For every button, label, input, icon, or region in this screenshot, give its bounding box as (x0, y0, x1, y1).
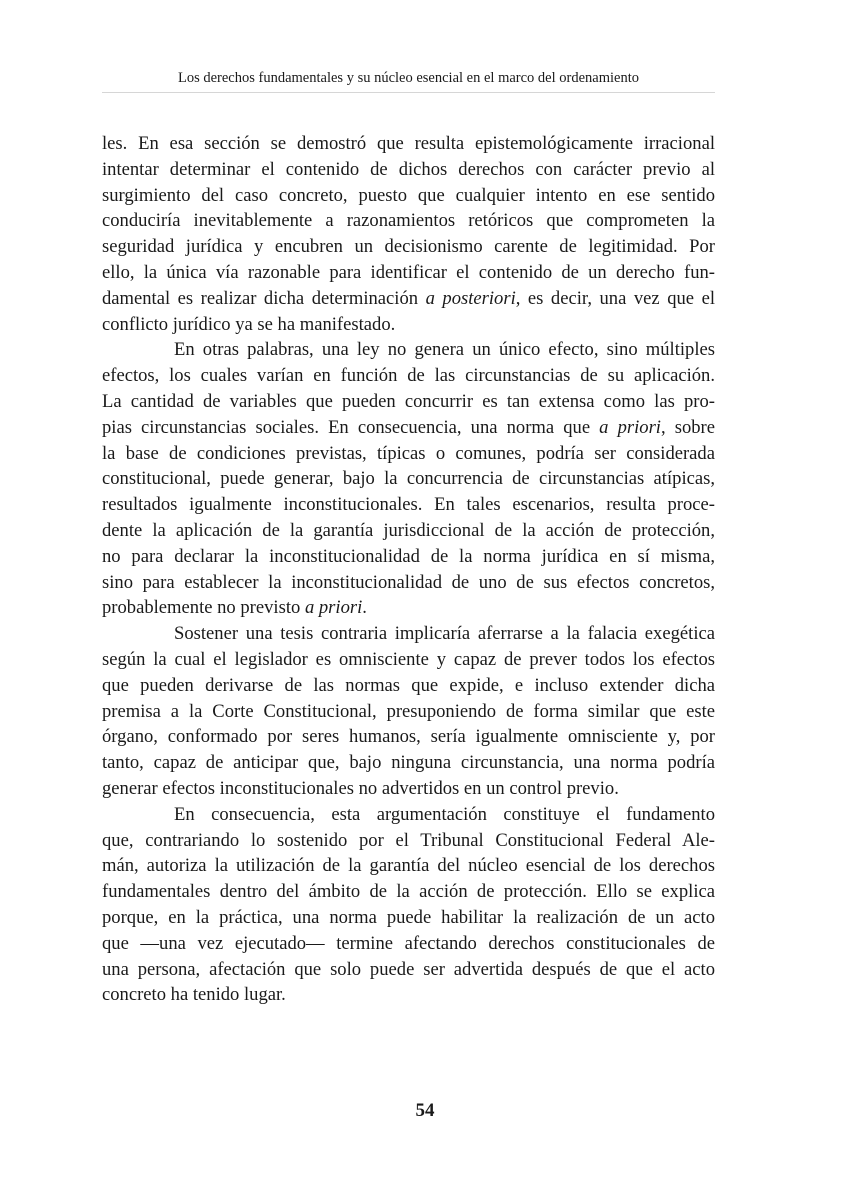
italic-term: a priori (599, 416, 661, 438)
text-run: , es decir, una vez que el (515, 287, 715, 309)
text-run: damental es realizar dicha determinación (102, 287, 426, 309)
text-line: efectos, los cuales varían en función de las circunstancias de su aplicación. (102, 365, 715, 387)
text-line: órgano, conformado por seres humanos, sería igualmente omnisciente y, por (102, 726, 715, 748)
body-text (102, 131, 715, 1008)
running-header (102, 68, 715, 93)
running-title: Los derechos fundamentales y su núcleo esencial en el marco del ordenamiento (177, 70, 639, 86)
text-line: porque, en la práctica, una norma puede habilitar la realización de un acto (102, 906, 715, 928)
text-line: Sostener una tesis contraria implicaría aferrarse a la falacia exegética (174, 623, 715, 645)
text-line: tanto, capaz de anticipar que, bajo ninguna circunstancia, una norma podría (102, 752, 715, 774)
text-line: En consecuencia, esta argumentación constituye el fundamento (174, 803, 715, 825)
text-run: , sobre (660, 416, 715, 438)
text-line: dente la aplicación de la garantía jurisdiccional de la acción de protección, (102, 519, 715, 541)
text-line: fundamentales dentro del ámbito de la acción de protección. Ello se explica (102, 881, 715, 903)
text-run: . (362, 597, 367, 619)
text-line: constitucional, puede generar, bajo la concurrencia de circunstancias atípicas, (102, 468, 715, 490)
text-line (102, 286, 715, 312)
text-line: La cantidad de variables que pueden concurrir es tan extensa como las pro- (102, 390, 715, 412)
text-line: concreto ha tenido lugar. (102, 984, 286, 1006)
text-line (102, 595, 715, 621)
text-line: no para declarar la inconstitucionalidad de la norma jurídica en sí misma, (102, 545, 715, 567)
text-line: resultados igualmente inconstitucionales. En tales escenarios, resulta proce- (102, 494, 715, 516)
page-number: 54 (415, 1100, 435, 1121)
text-line: intentar determinar el contenido de dichos derechos con carácter previo al (102, 158, 715, 180)
text-line: mán, autoriza la utilización de la garantía del núcleo esencial de los derechos (102, 855, 715, 877)
text-line: la base de condiciones previstas, típicas o comunes, podría ser considerada (102, 442, 715, 464)
text-line: les. En esa sección se demostró que resulta epistemológicamente irracional (102, 133, 715, 154)
text-line: ello, la única vía razonable para identificar el contenido de un derecho fun- (102, 261, 715, 283)
text-line: una persona, afectación que solo puede ser advertida después de que el acto (102, 958, 715, 980)
text-line: que, contrariando lo sostenido por el Tribunal Constitucional Federal Ale- (102, 829, 715, 851)
text-line (102, 415, 715, 441)
italic-term: a priori (304, 597, 363, 619)
text-line: conflicto jurídico ya se ha manifestado. (102, 313, 396, 335)
text-line: que pueden derivarse de las normas que expide, e incluso extender dicha (102, 674, 715, 696)
text-line: seguridad jurídica y encubren un decisionismo carente de legitimidad. Por (102, 236, 715, 258)
italic-term: a posteriori (425, 287, 516, 309)
text-line: surgimiento del caso concreto, puesto que cualquier intento en ese sentido (102, 184, 715, 206)
text-line: que —una vez ejecutado— termine afectando derechos constitucionales de (102, 932, 715, 954)
text-line: según la cual el legislador es omnisciente y capaz de prever todos los efectos (102, 648, 715, 670)
text-run: pias circunstancias sociales. En consecuencia, una norma que (102, 416, 600, 438)
text-line: premisa a la Corte Constitucional, presuponiendo de forma similar que este (102, 700, 715, 722)
text-line: En otras palabras, una ley no genera un único efecto, sino múltiples (174, 339, 715, 361)
text-line: sino para establecer la inconstitucionalidad de uno de sus efectos concretos, (102, 571, 715, 593)
text-line: generar efectos inconstitucionales no advertidos en un control previo. (102, 777, 619, 799)
text-run: probablemente no previsto (102, 597, 305, 619)
text-line: conduciría inevitablemente a razonamientos retóricos que comprometen la (102, 210, 715, 232)
